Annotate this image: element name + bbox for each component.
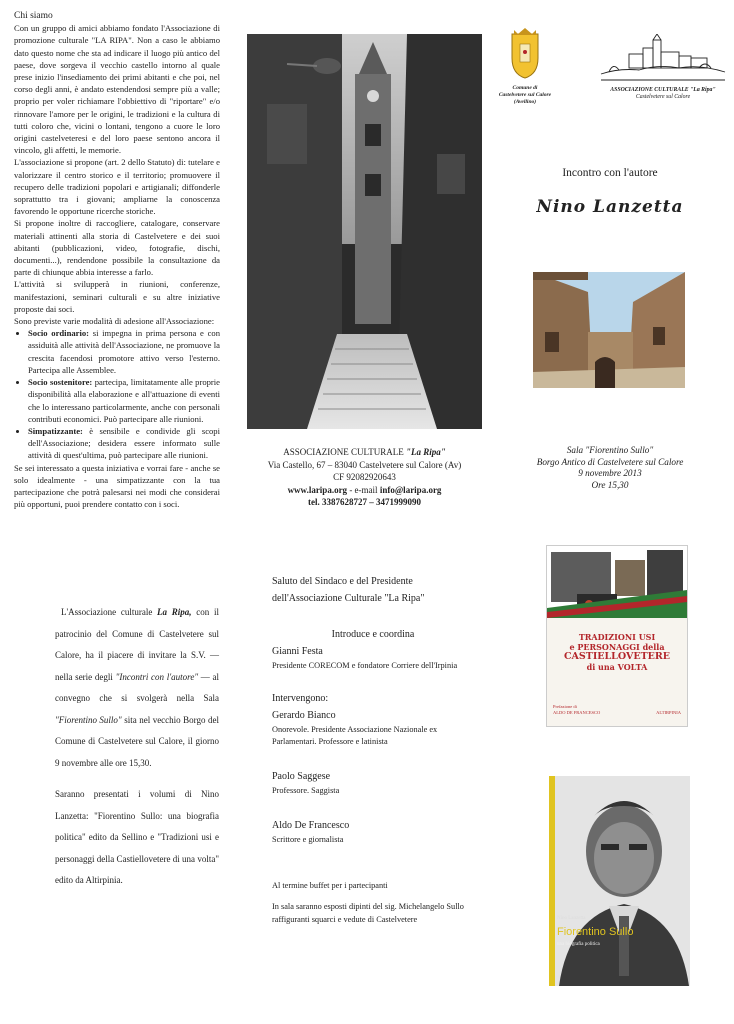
association-caption: [598, 87, 728, 101]
membership-item: [28, 327, 220, 376]
invitation-letter: [55, 602, 219, 892]
contact-web-email: [252, 484, 477, 497]
inv-text: con il patrocinio del Comune di Castelvetere sul Calore, ha il piacere di invitare la S.V. — nella serie degli: [55, 607, 219, 682]
village-sketch-icon: [599, 34, 727, 82]
event-time: Ore 15,30: [591, 479, 629, 490]
about-heading: Chi siamo: [14, 11, 53, 21]
membership-list: [14, 327, 220, 461]
borgo-photo-image: [533, 272, 685, 388]
membership-desc: è sensibile e condivide gli scopi dell'Associazione; desidera essere informato sulle attività di quest'ultima, può partecipare alle riunioni.: [28, 425, 220, 461]
inv-series: "Incontri con l'autore": [115, 671, 199, 682]
inv-text: sita nel vecchio Borgo del Comune di Castelvetere sul Calore, il giorno 9 novembre alle ore 15,30.: [55, 714, 219, 768]
contact-cf: CF 92082920643: [333, 472, 396, 482]
membership-item: [28, 376, 220, 425]
about-section: [14, 10, 220, 510]
coordinator-name: Gianni Festa: [272, 646, 323, 657]
email-link[interactable]: info@laripa.org: [379, 484, 442, 495]
author-script-name: Nino Lanzetta: [536, 197, 684, 217]
greeting-line: Saluto del Sindaco e del Presidente: [272, 576, 413, 587]
speakers-label: Intervengono:: [272, 693, 329, 704]
membership-desc: si impegna in prima persona e con assiduità alle attività dell'Associazione, ne promuove la crescita facendosi promotore attivo verso l'esterno. Partecipa alle Assemblee.: [28, 328, 220, 375]
contact-address: Via Castello, 67 – 83040 Castelvetere sul Calore (Av): [267, 459, 462, 470]
coordinator-role: Presidente CORECOM e fondatore Corriere dell'Irpinia: [272, 661, 458, 670]
book2-subtitle: una biografia politica: [557, 942, 600, 947]
speaker-name: Paolo Saggese: [272, 771, 331, 782]
book1-title-line: e PERSONAGGI della: [569, 642, 665, 652]
greeting-line: dell'Associazione Culturale "La Ripa": [272, 593, 425, 604]
about-paragraph: Se sei interessato a questa iniziativa e vorrai fare - anche se solo idealmente - una simpatizzante con la tua partecipazione che potrà palesarsi nei modi che considerai più opportuni, puoi prendere contatto con i soci.: [14, 462, 220, 510]
association-caption-line: Castelvetere sul Calore: [635, 94, 691, 100]
book1-footer-row: [553, 710, 681, 716]
book-cover-sullo: [549, 776, 690, 986]
comune-line: Castelvetere sul Calore: [498, 92, 552, 98]
about-paragraph: Sono previste varie modalità di adesione all'Associazione:: [14, 316, 215, 327]
invitation-paragraph: [55, 602, 219, 774]
membership-desc: partecipa, limitatamente alle proprie disponibilità alla elaborazione e all'attuazione di eventi che lo interessano particolarmente, anche con personali contributi economici. Può partecipare alle riunioni.: [28, 377, 220, 424]
comune-logo: [494, 28, 556, 106]
membership-term: Socio ordinario:: [28, 328, 90, 339]
website-link[interactable]: www.laripa.org: [287, 484, 348, 495]
book-cover-photos: [547, 546, 687, 618]
book-cover-tradizioni: [546, 545, 688, 727]
inv-assoc-name: La Ripa,: [157, 607, 192, 617]
speaker-role: Onorevole. Presidente Associazione Nazionale ex Parlamentari. Professore e latinista: [272, 725, 438, 746]
introduce-label: Introduce e coordina: [331, 629, 415, 640]
book1-title-line: CASTIELLOVETERE: [563, 651, 671, 662]
book1-publisher: ALTIRPINIA: [656, 710, 681, 715]
membership-term: Simpatizzante:: [28, 425, 83, 436]
membership-item: [28, 425, 220, 462]
email-separator: - e-mail: [347, 484, 380, 495]
book2-author: Nino Lanzetta: [557, 916, 586, 921]
meeting-title: Incontro con l'autore: [562, 167, 658, 179]
book2-title: Fiorentino Sullo: [557, 926, 634, 938]
speaker-name: Aldo De Francesco: [272, 820, 350, 831]
buffet-note: Al termine buffet per i partecipanti: [272, 881, 388, 890]
event-details: [515, 445, 705, 491]
borgo-photo: [533, 272, 685, 388]
inv-text: L'Associazione culturale: [61, 607, 158, 617]
old-town-photo-image: [247, 34, 482, 429]
program: [272, 573, 474, 926]
event-date: 9 novembre 2013: [578, 468, 642, 478]
event-hall: Sala "Fiorentino Sullo": [566, 445, 654, 455]
event-place: Borgo Antico di Castelvetere sul Calore: [536, 456, 684, 467]
association-logo: [598, 34, 728, 101]
speaker-name: Gerardo Bianco: [272, 710, 336, 721]
exhibit-note: In sala saranno esposti dipinti del sig. Michelangelo Sullo raffiguranti squarci e vedute di Castelvetere: [272, 902, 464, 924]
contact-block: [252, 446, 477, 509]
book-cover-portrait: [549, 776, 690, 986]
book1-preface-author: ALDO DE FRANCESCO: [553, 710, 601, 715]
about-paragraph: L'associazione si propone (art. 2 dello Statuto) di: tutelare e valorizzare il centro storico e il territorio; promuovere il recupero delle tradizioni popolari e artigianali; diffonderle soprattutto tra i giovani; ampliarne la conoscenza favorendo le opportune ricerche storiche.: [14, 157, 220, 217]
contact-name: [252, 446, 477, 459]
membership-term: Socio sostenitore:: [28, 377, 93, 388]
book1-preface: Prefazione di: [553, 704, 577, 709]
about-paragraph: Si propone inoltre di raccogliere, catalogare, conservare materiali attinenti alla storia di Castelvetere e dei suoi abitanti (pubblicazioni, video, fotografie, dischi, documenti...), rendendone possibile la consultazione da parte di chiunque abbia interesse a farlo.: [14, 218, 220, 278]
contact-name-prefix: ASSOCIAZIONE CULTURALE: [283, 447, 406, 457]
about-paragraph: Con un gruppo di amici abbiamo fondato l'Associazione di promozione culturale "LA RIPA". Non a caso le abbiamo dato questo nome che sta ad indicare il luogo più antico del paese, dove sorgeva il vecchio castello intorno al quale prese inizio l'insediamento dei primi abitanti e che poi, nel corso degli anni, è andato estendendosi sempre più a valle; proprio per voler richiamare l'obbiettivo di "riportare" e/o rinnovare l'amore per le origini, le tradizioni e la cultura di tutti coloro che, vicini o lontani, tengono a cuore le loro origini castelveteresi e del loro paese sentono ancora il vincolo, gli affetti, le memorie.: [14, 23, 220, 156]
invitation-paragraph: Saranno presentati i volumi di Nino Lanzetta: "Fiorentino Sullo: una biografia politica" edito da Sellino e "Tradizioni usi e personaggi della Castiellovetere di una volta" edito da Altirpinia.: [55, 789, 219, 885]
comune-line: Comune di: [512, 85, 538, 91]
association-caption-line: ASSOCIAZIONE CULTURALE "La Ripa": [610, 87, 716, 93]
comune-caption: [494, 85, 556, 106]
book1-title-line: TRADIZIONI USI: [578, 632, 656, 642]
old-town-photo: [247, 34, 482, 429]
inv-text: — al convegno che si svolgerà nella Sala: [55, 671, 219, 703]
inv-hall: "Fiorentino Sullo": [55, 714, 122, 725]
book1-title-line: di una VOLTA: [586, 662, 648, 672]
book1-title: [547, 632, 687, 672]
contact-phones: tel. 3387628727 – 3471999090: [308, 497, 421, 507]
speaker-role: Professore. Saggista: [272, 786, 340, 795]
contact-name-ripa: "La Ripa": [405, 447, 446, 457]
comune-line: (Avellino): [513, 99, 537, 105]
about-paragraph: L'attività si svilupperà in riunioni, conferenze, manifestazioni, seminari culturali e su altre iniziative proposte dai soci.: [14, 279, 220, 314]
book1-footer: [553, 704, 681, 716]
coat-of-arms-icon: [508, 28, 542, 80]
speaker-role: Scrittore e giornalista: [272, 835, 344, 844]
